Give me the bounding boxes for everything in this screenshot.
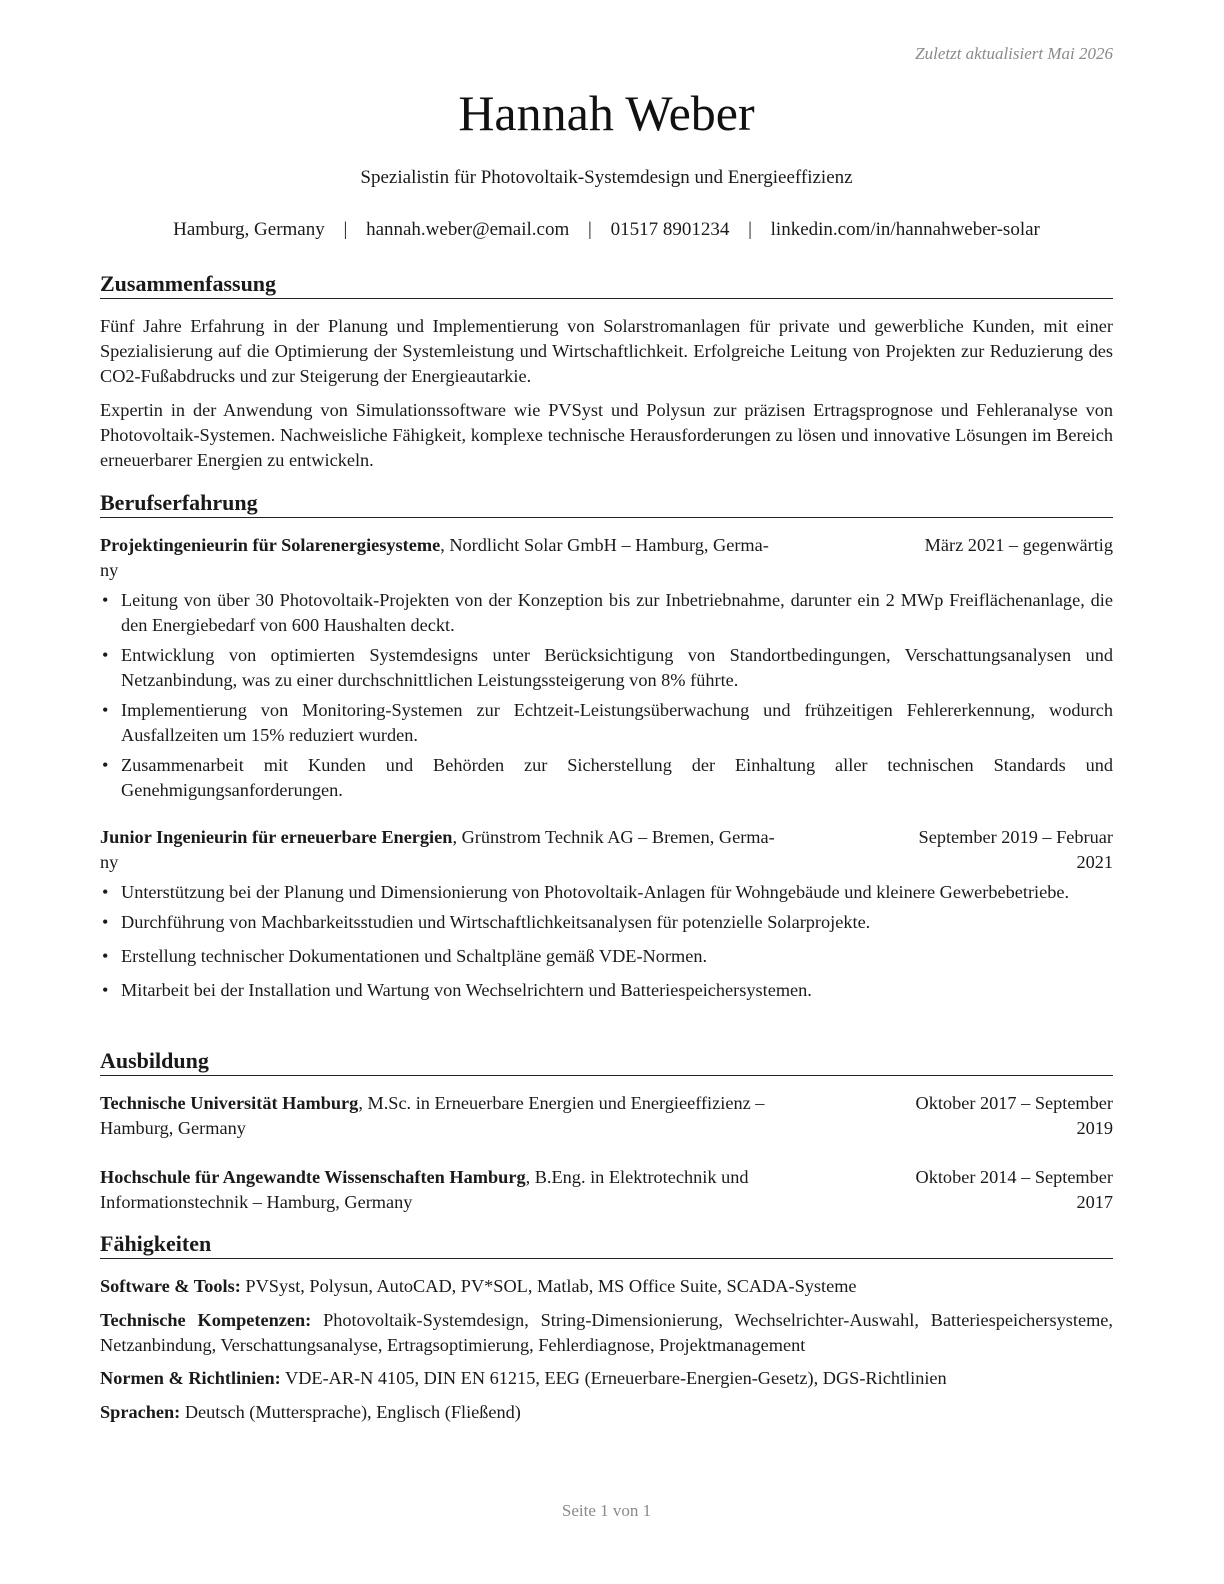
contact-location: Hamburg, Germany (173, 219, 325, 240)
education-date-continued: 2019 (1076, 1118, 1113, 1138)
list-item: • Zusammenarbeit mit Kunden und Behörden zur Sicherstellung der Einhaltung aller technischen Standards und Genehmigungsanforderungen. (102, 755, 1113, 800)
contact-email[interactable]: hannah.weber@email.com (366, 219, 570, 240)
skill-value: PVSyst, Polysun, AutoCAD, PV*SOL, Matlab, MS Office Suite, SCADA-Systeme (240, 1276, 857, 1296)
bullet-icon: • (102, 590, 109, 610)
skill-row (100, 1308, 1113, 1358)
skill-row (100, 1366, 1113, 1391)
bullet-icon: • (102, 980, 109, 1000)
summary-paragraph: Fünf Jahre Erfahrung in der Planung und Implementierung von Solarstromanlagen für private und gewerbliche Kunden, mit einer Spezialisierung auf die Optimierung der Systemleistung und Wirtschaftlichkeit. Erfolgreiche Leitung von Projekten zur Reduzierung des CO2-Fußabdrucks und zur Steigerung der Energieautarkie. (100, 316, 1113, 386)
skill-label: Technische Kompetenzen: (100, 1310, 312, 1330)
list-item: • Implementierung von Monitoring-Systemen zur Echtzeit-Leistungsüberwachung und frühzeitigen Fehlererkennung, wodurch Ausfallzeiten um 15% reduziert wurden. (102, 700, 1113, 745)
bullet-icon: • (102, 700, 109, 720)
job-date-continued: 2021 (1076, 852, 1113, 872)
contact-separator: | (343, 219, 348, 240)
resume-page (100, 0, 1113, 1584)
contact-line (90, 219, 1123, 241)
bullet-icon: • (102, 645, 109, 665)
degree: , M.Sc. in Erneuerbare Energien und Energieeffizienz – (358, 1093, 765, 1113)
section-title-skills: Fähigkeiten (100, 1231, 1113, 1259)
job-role: Projektingenieurin für Solarenergiesysteme (100, 535, 441, 555)
job-org: , Nordlicht Solar GmbH – Hamburg, Germa- (440, 535, 769, 555)
degree-continued: Informationstechnik – Hamburg, Germany (100, 1192, 413, 1212)
education-date-continued: 2017 (1076, 1192, 1113, 1212)
skill-value: Photovoltaik-Systemdesign, String-Dimensionierung, Wechselrichter-Auswahl, Batteriespeichersysteme, Netzanbindung, Verschattungsanalyse, Ertragsoptimierung, Fehlerdiagnose, Projektmanagement (100, 1310, 1113, 1355)
job-org-continued: ny (100, 560, 119, 580)
skill-row (100, 1274, 1113, 1299)
skill-row (100, 1400, 1113, 1425)
list-item: • Unterstützung bei der Planung und Dimensionierung von Photovoltaik-Anlagen für Wohngebäude und kleinere Gewerbebetriebe. (100, 880, 1113, 905)
contact-linkedin[interactable]: linkedin.com/in/hannahweber-solar (770, 219, 1040, 240)
list-item: • Leitung von über 30 Photovoltaik-Projekten von der Konzeption bis zur Inbetriebnahme, darunter ein 2 MWp Freiflächenanlage, die den Energiebedarf von 600 Haushalten deckt. (102, 590, 1113, 635)
summary-paragraph: Expertin in der Anwendung von Simulationssoftware wie PVSyst und Polysun zur präzisen Ertragsprognose und Fehleranalyse von Photovoltaik-Systemen. Nachweisliche Fähigkeit, komplexe technische Herausforderungen zu lösen und innovative Lösungen im Bereich erneuerbarer Energien zu entwickeln. (100, 400, 1113, 470)
skill-label: Sprachen: (100, 1402, 181, 1422)
bullet-icon: • (102, 912, 109, 932)
job-bullets (100, 588, 1113, 808)
job-org: , Grünstrom Technik AG – Bremen, Germa- (452, 827, 775, 847)
skill-value: Deutsch (Muttersprache), Englisch (Fließend) (180, 1402, 521, 1422)
skill-label: Software & Tools: (100, 1276, 241, 1296)
school-name: Hochschule für Angewandte Wissenschaften Hamburg (100, 1167, 526, 1187)
candidate-name: Hannah Weber (458, 85, 755, 141)
list-item: • Mitarbeit bei der Installation und Wartung von Wechselrichtern und Batteriespeichersystemen. (100, 978, 1113, 1003)
degree: , B.Eng. in Elektrotechnik und (525, 1167, 749, 1187)
list-item: • Durchführung von Machbarkeitsstudien und Wirtschaftlichkeitsanalysen für potenzielle Solarprojekte. (100, 910, 1113, 935)
job-role: Junior Ingenieurin für erneuerbare Energien (100, 827, 453, 847)
education-date: Oktober 2014 – September (915, 1167, 1113, 1187)
contact-separator: | (748, 219, 752, 240)
degree-continued: Hamburg, Germany (100, 1118, 246, 1138)
skill-value: VDE-AR-N 4105, DIN EN 61215, EEG (Erneuerbare-Energien-Gesetz), DGS-Richtlinien (280, 1368, 947, 1388)
section-title-experience: Berufserfahrung (100, 490, 1113, 518)
section-title-summary: Zusammenfassung (100, 271, 1113, 299)
education-date: Oktober 2017 – September (915, 1093, 1113, 1113)
headline: Spezialistin für Photovoltaik-Systemdesign und Energieeffizienz (360, 167, 853, 188)
contact-separator: | (588, 219, 592, 240)
skill-label: Normen & Richtlinien: (100, 1368, 281, 1388)
job-date: März 2021 – gegenwärtig (924, 535, 1113, 555)
bullet-icon: • (102, 946, 109, 966)
list-item: • Entwicklung von optimierten Systemdesigns unter Berücksichtigung von Standortbedingungen, Verschattungsanalysen und Netzanbindung, was zu einer durchschnittlichen Leistungssteigerung von 8% führte. (102, 645, 1113, 690)
list-item: • Erstellung technischer Dokumentationen und Schaltpläne gemäß VDE-Normen. (100, 944, 1113, 969)
bullet-icon: • (102, 755, 109, 775)
contact-phone[interactable]: 01517 8901234 (610, 219, 730, 240)
bullet-icon: • (102, 882, 109, 902)
job-date: September 2019 – Februar (918, 827, 1113, 847)
job-bullets (100, 880, 1113, 1008)
section-title-education: Ausbildung (100, 1048, 1113, 1076)
school-name: Technische Universität Hamburg (100, 1093, 359, 1113)
last-updated: Zuletzt aktualisiert Mai 2026 (915, 44, 1113, 63)
job-org-continued: ny (100, 852, 119, 872)
page-number: Seite 1 von 1 (561, 1501, 652, 1520)
